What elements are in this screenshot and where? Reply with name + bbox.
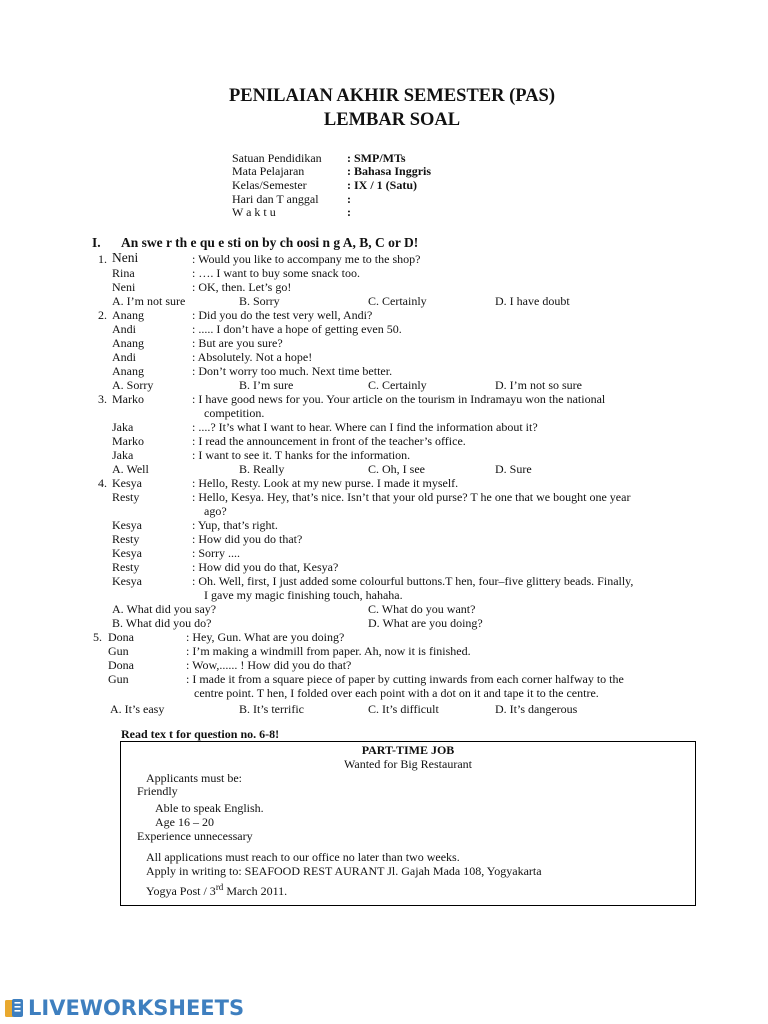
- dialogue-line: : How did you do that?: [192, 532, 303, 546]
- speaker-name: Jaka: [112, 448, 134, 462]
- dialogue-line: : …. I want to buy some snack too.: [192, 266, 360, 280]
- ad-subtitle: Wanted for Big Restaurant: [344, 757, 472, 771]
- info-value: : SMP/MTs: [347, 151, 406, 165]
- info-value: :: [347, 192, 351, 206]
- dialogue-line: : Yup, that’s right.: [192, 518, 278, 532]
- answer-option-b[interactable]: B. Really: [239, 462, 285, 476]
- ad-line: Experience unnecessary: [137, 829, 253, 843]
- answer-option-b[interactable]: B. Sorry: [239, 294, 280, 308]
- answer-option-a[interactable]: A. Well: [112, 462, 149, 476]
- ad-line: Apply in writing to: SEAFOOD REST AURANT Jl. Gajah Mada 108, Yogyakarta: [146, 864, 542, 878]
- speaker-name: Andi: [112, 322, 136, 336]
- answer-option-c[interactable]: C. Certainly: [368, 294, 427, 308]
- dialogue-line: : I’m making a windmill from paper. Ah, now it is finished.: [186, 644, 471, 658]
- answer-option-c[interactable]: C. Oh, I see: [368, 462, 425, 476]
- ad-line: Applicants must be:: [146, 771, 242, 785]
- answer-option-c[interactable]: C. What do you want?: [368, 602, 476, 616]
- question-number: 1.: [98, 252, 107, 266]
- speaker-name: Resty: [112, 560, 140, 574]
- answer-option-d[interactable]: D. What are you doing?: [368, 616, 483, 630]
- answer-option-c[interactable]: C. It’s difficult: [368, 702, 439, 716]
- dialogue-line: : OK, then. Let’s go!: [192, 280, 292, 294]
- page-title: PENILAIAN AKHIR SEMESTER (PAS): [228, 86, 556, 106]
- ad-source-line: [146, 880, 287, 898]
- ad-line: Able to speak English.: [155, 801, 264, 815]
- dialogue-line: : Absolutely. Not a hope!: [192, 350, 313, 364]
- question-number: 2.: [98, 308, 107, 322]
- speaker-name: Andi: [112, 350, 136, 364]
- ad-line: Friendly: [137, 784, 178, 798]
- dialogue-line: : Sorry ....: [192, 546, 240, 560]
- dialogue-line: : ....? It’s what I want to hear. Where can I find the information about it?: [192, 420, 538, 434]
- answer-option-d[interactable]: D. Sure: [495, 462, 532, 476]
- info-value: : IX / 1 (Satu): [347, 178, 418, 192]
- speaker-name: Anang: [112, 308, 144, 322]
- answer-option-b[interactable]: B. I’m sure: [239, 378, 294, 392]
- speaker-name: Jaka: [112, 420, 134, 434]
- dialogue-line: : I have good news for you. Your article on the tourism in Indramayu won the national: [192, 392, 606, 406]
- liveworksheets-logo-icon: [4, 997, 26, 1019]
- dialogue-line: : ..... I don’t have a hope of getting even 50.: [192, 322, 402, 336]
- speaker-name: Kesya: [112, 546, 142, 560]
- speaker-name: Dona: [108, 658, 134, 672]
- info-value: : Bahasa Inggris: [347, 164, 432, 178]
- dialogue-line: : I want to see it. T hanks for the information.: [192, 448, 411, 462]
- speaker-name: Gun: [108, 644, 129, 658]
- answer-option-d[interactable]: D. It’s dangerous: [495, 702, 578, 716]
- liveworksheets-logo: [4, 994, 244, 1022]
- answer-option-b[interactable]: B. It’s terrific: [239, 702, 304, 716]
- speaker-name: Neni: [112, 280, 136, 294]
- dialogue-line: : Hey, Gun. What are you doing?: [186, 630, 345, 644]
- answer-option-d[interactable]: D. I have doubt: [495, 294, 570, 308]
- question-number: 5.: [93, 630, 102, 644]
- speaker-name: Kesya: [112, 476, 142, 490]
- speaker-name: Rina: [112, 266, 135, 280]
- info-label: Satuan Pendidikan: [232, 151, 322, 165]
- answer-option-d[interactable]: D. I’m not so sure: [495, 378, 582, 392]
- dialogue-line: : But are you sure?: [192, 336, 283, 350]
- dialogue-line: ago?: [204, 504, 227, 518]
- speaker-name: Anang: [112, 336, 144, 350]
- info-label: Mata Pelajaran: [232, 164, 305, 178]
- question-number: 4.: [98, 476, 107, 490]
- speaker-name: Marko: [112, 392, 144, 406]
- speaker-name: Anang: [112, 364, 144, 378]
- dialogue-line: competition.: [204, 406, 265, 420]
- answer-option-a[interactable]: A. What did you say?: [112, 602, 217, 616]
- section-number: I.: [92, 235, 101, 250]
- speaker-name: Resty: [112, 490, 140, 504]
- ad-line: Age 16 – 20: [155, 815, 214, 829]
- dialogue-line: : I made it from a square piece of paper by cutting inwards from each corner halfway to the: [186, 672, 624, 686]
- info-value: :: [347, 205, 351, 219]
- dialogue-line: : How did you do that, Kesya?: [192, 560, 339, 574]
- speaker-name: Kesya: [112, 574, 142, 588]
- info-label: Kelas/Semester: [232, 178, 307, 192]
- dialogue-line: I gave my magic finishing touch, hahaha.: [204, 588, 403, 602]
- answer-option-a[interactable]: A. It’s easy: [110, 702, 165, 716]
- dialogue-line: : Oh. Well, first, I just added some colourful buttons.T hen, four–five glittery beads. Finally,: [192, 574, 634, 588]
- ad-source-date: March 2011.: [223, 884, 288, 898]
- speaker-name: Neni: [112, 250, 139, 265]
- dialogue-line: centre point. T hen, I folded over each point with a dot on it and tape it to the centre.: [194, 686, 599, 700]
- liveworksheets-logo-text: LIVEWORKSHEETS: [28, 996, 245, 1020]
- dialogue-line: : I read the announcement in front of the teacher’s office.: [192, 434, 466, 448]
- dialogue-line: : Hello, Kesya. Hey, that’s nice. Isn’t that your old purse? T he one that we bought one year: [192, 490, 631, 504]
- ad-source-text: Yogya Post / 3: [146, 884, 216, 898]
- page-subtitle: LEMBAR SOAL: [323, 110, 461, 130]
- answer-option-c[interactable]: C. Certainly: [368, 378, 427, 392]
- ad-title: PART-TIME JOB: [361, 743, 455, 757]
- speaker-name: Resty: [112, 532, 140, 546]
- dialogue-line: : Don’t worry too much. Next time better.: [192, 364, 393, 378]
- section-instruction: An swe r th e qu e sti on by ch oosi n g A, B, C or D!: [121, 235, 419, 250]
- ad-line: All applications must reach to our office no later than two weeks.: [146, 850, 460, 864]
- speaker-name: Gun: [108, 672, 129, 686]
- answer-option-a[interactable]: A. I’m not sure: [112, 294, 186, 308]
- dialogue-line: : Would you like to accompany me to the shop?: [192, 252, 421, 266]
- reading-instruction: Read tex t for question no. 6-8!: [121, 727, 280, 741]
- dialogue-line: : Wow,...... ! How did you do that?: [186, 658, 352, 672]
- dialogue-line: : Did you do the test very well, Andi?: [192, 308, 373, 322]
- info-label: Hari dan T anggal: [232, 192, 319, 206]
- question-number: 3.: [98, 392, 107, 406]
- dialogue-line: : Hello, Resty. Look at my new purse. I made it myself.: [192, 476, 459, 490]
- speaker-name: Kesya: [112, 518, 142, 532]
- speaker-name: Marko: [112, 434, 144, 448]
- ad-source-superscript: rd: [215, 882, 224, 892]
- answer-option-a[interactable]: A. Sorry: [112, 378, 154, 392]
- answer-option-b[interactable]: B. What did you do?: [112, 616, 212, 630]
- speaker-name: Dona: [108, 630, 134, 644]
- info-label: W a k t u: [232, 205, 276, 219]
